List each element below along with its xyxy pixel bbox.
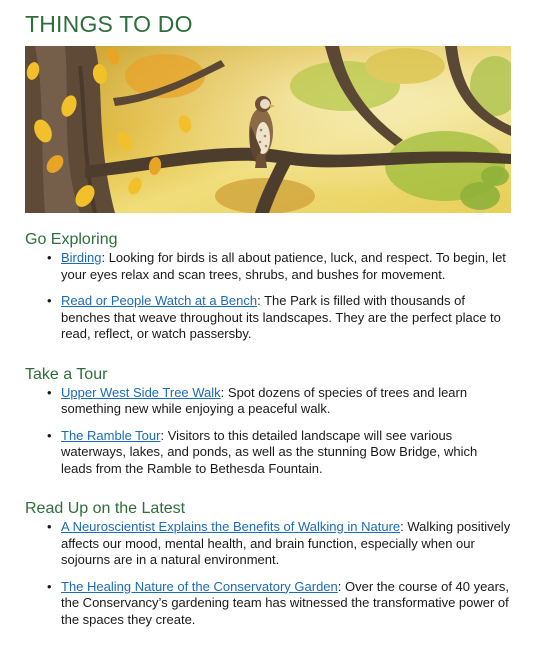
item-description: : Walking positively affects our mood, mental health, and brain function, especially when our sojourns are in a natural environment.: [61, 519, 511, 567]
bullet: •: [47, 578, 52, 594]
page-title: THINGS TO DO: [25, 11, 193, 37]
section-take-a-tour: [25, 365, 511, 478]
section-read-up: [25, 499, 511, 628]
item-description: : Looking for birds is all about patience, luck, and respect. To begin, let your eyes relax and scan trees, shrubs, and bushes for movement.: [61, 250, 506, 282]
ramble-tour-link[interactable]: The Ramble Tour: [61, 427, 161, 443]
item-description: : The Park is filled with thousands of benches that weave throughout its landscapes. They are the perfect place to read, reflect, or watch passersby.: [61, 293, 501, 341]
item-description: : Over the course of 40 years, the Conservancy’s gardening team has witnessed the transformative power of the spaces they create.: [61, 578, 510, 627]
bullet: •: [47, 293, 52, 308]
hawk-in-autumn-tree-photo: [25, 46, 511, 213]
neuroscientist-article-link[interactable]: A Neuroscientist Explains the Benefits of Walking in Nature: [61, 519, 401, 534]
conservatory-garden-link[interactable]: The Healing Nature of the Conservatory Garden: [61, 578, 338, 594]
section-title: Go Exploring: [25, 231, 118, 248]
section-title: Read Up on the Latest: [25, 500, 186, 517]
list-item: [25, 579, 511, 629]
list-item: [25, 250, 511, 283]
list-item: [25, 385, 511, 418]
section-title: Take a Tour: [25, 365, 108, 383]
bullet: •: [47, 427, 52, 443]
birding-link[interactable]: Birding: [61, 250, 102, 265]
item-description: : Visitors to this detailed landscape will see various waterways, lakes, and ponds, as well as the stunning Bow Bridge, which leads from the Ramble to Bethesda Fountain.: [61, 427, 478, 476]
bullet: •: [47, 250, 52, 265]
bench-link[interactable]: Read or People Watch at a Bench: [61, 293, 258, 308]
list-item: [25, 519, 511, 569]
list-item: [25, 293, 511, 343]
read-up-list: [25, 519, 511, 628]
bullet: •: [47, 384, 52, 400]
go-exploring-list: [25, 250, 511, 343]
item-description: : Spot dozens of species of trees and learn something new while enjoying a peaceful walk.: [61, 384, 468, 416]
list-item: [25, 428, 511, 478]
tree-walk-link[interactable]: Upper West Side Tree Walk: [61, 384, 221, 400]
section-go-exploring: [25, 230, 511, 343]
bullet: •: [47, 519, 52, 534]
take-a-tour-list: [25, 385, 511, 478]
